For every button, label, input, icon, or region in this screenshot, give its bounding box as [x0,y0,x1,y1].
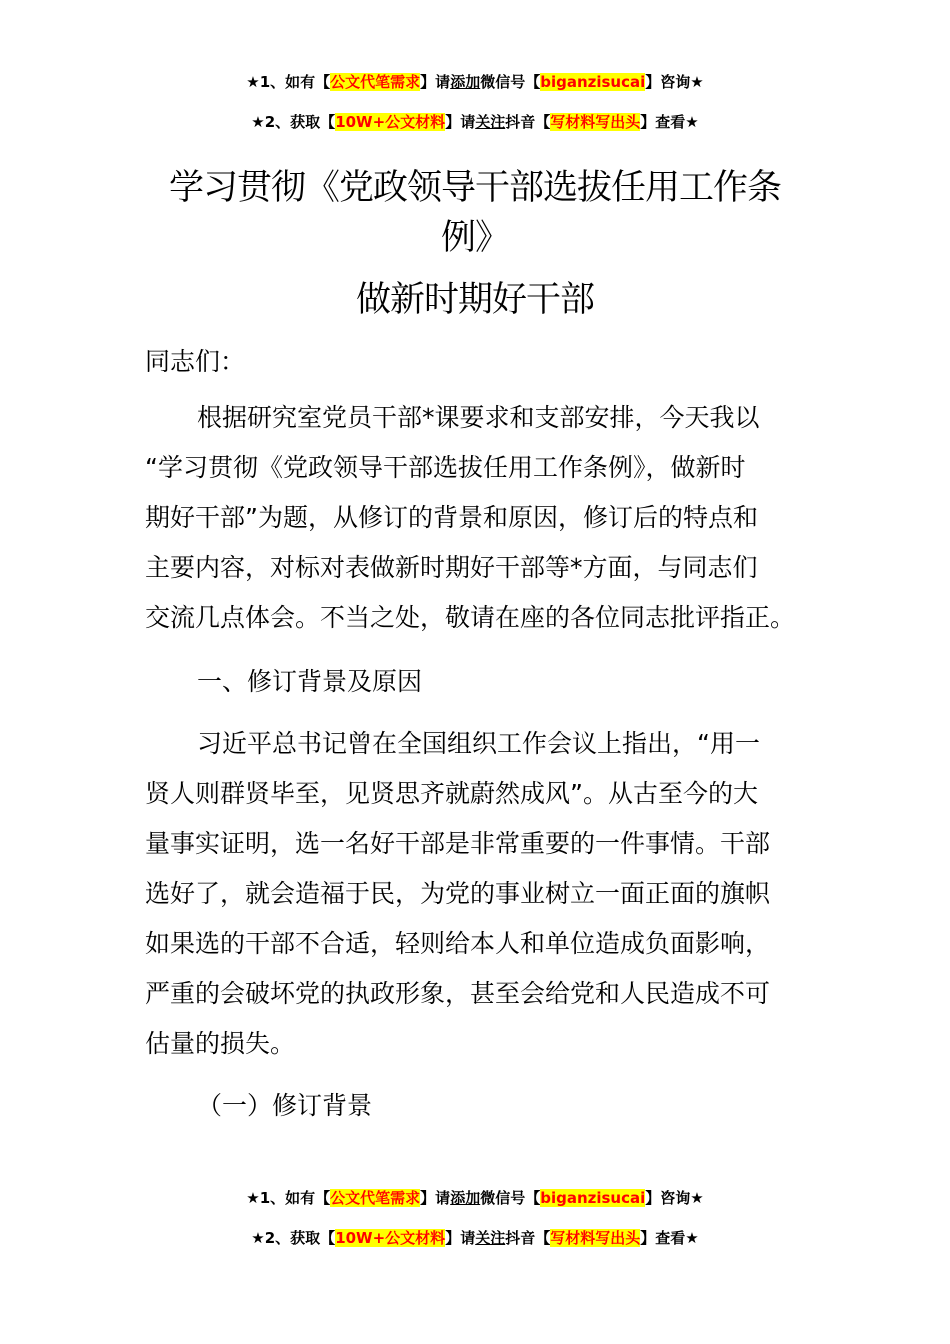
banner-text: 微信号【 [480,73,541,91]
wechat-id-highlight: biganzisucai [540,73,646,91]
underlined-text: 添加 [450,1189,481,1207]
promo-banner-top-line-1 [0,72,950,92]
banner-text: ★1、如有【 [246,1189,331,1207]
banner-text: 】查看★ [640,1229,699,1247]
banner-text: 微信号【 [480,1189,541,1207]
paragraph-line: 量事实证明，选一名好干部是非常重要的一件事情。干部 [145,829,771,858]
promo-banner-bottom-line-1 [0,1188,950,1208]
underlined-text: 添加 [450,73,481,91]
paragraph-line: 严重的会破坏党的执政形象，甚至会给党和人民造成不可 [145,979,771,1008]
document-title-line-1: 学习贯彻《党政领导干部选拔任用工作条 [168,168,781,208]
douyin-id-highlight: 写材料写出头 [550,113,641,131]
paragraph-line: 交流几点体会。不当之处，敬请在座的各位同志批评指正。 [145,603,796,632]
paragraph-line: 期好干部”为题，从修订的背景和原因，修订后的特点和 [145,503,758,532]
paragraph-line: “学习贯彻《党政领导干部选拔任用工作条例》，做新时 [145,453,746,482]
paragraph-line: 主要内容，对标对表做新时期好干部等*方面，与同志们 [145,553,758,582]
paragraph-line: 根据研究室党员干部*课要求和支部安排，今天我以 [197,403,760,432]
section-heading: 一、修订背景及原因 [197,667,423,696]
banner-text: 】请 [420,73,451,91]
highlight-text: 公文代笔需求 [330,1189,421,1207]
banner-text: 抖音【 [505,113,551,131]
banner-text: ★1、如有【 [246,73,331,91]
highlight-text: 10W+公文材料 [335,1229,446,1247]
subsection-heading: （一）修订背景 [197,1091,373,1120]
paragraph-line: 贤人则群贤毕至，见贤思齐就蔚然成风”。从古至今的大 [145,779,758,808]
promo-banner-top-line-2 [0,112,950,132]
banner-text: 】咨询★ [645,73,704,91]
banner-text: 】咨询★ [645,1189,704,1207]
paragraph-line: 选好了，就会造福于民，为党的事业树立一面正面的旗帜 [145,879,771,908]
banner-text: ★2、获取【 [251,1229,336,1247]
banner-text: 】查看★ [640,113,699,131]
paragraph-line: 习近平总书记曾在全国组织工作会议上指出，“用一 [197,729,760,758]
paragraph-line: 估量的损失。 [145,1029,296,1058]
banner-text: 】请 [420,1189,451,1207]
document-subtitle: 做新时期好干部 [355,280,594,320]
banner-text: 】请 [445,113,476,131]
promo-banner-bottom-line-2 [0,1228,950,1248]
underlined-text: 关注 [475,113,506,131]
greeting: 同志们： [145,347,246,376]
banner-text: ★2、获取【 [251,113,336,131]
highlight-text: 公文代笔需求 [330,73,421,91]
highlight-text: 10W+公文材料 [335,113,446,131]
banner-text: 】请 [445,1229,476,1247]
banner-text: 抖音【 [505,1229,551,1247]
document-title-line-2: 例》 [440,218,509,258]
douyin-id-highlight: 写材料写出头 [550,1229,641,1247]
wechat-id-highlight: biganzisucai [540,1189,646,1207]
paragraph-line: 如果选的干部不合适，轻则给本人和单位造成负面影响， [145,929,771,958]
underlined-text: 关注 [475,1229,506,1247]
